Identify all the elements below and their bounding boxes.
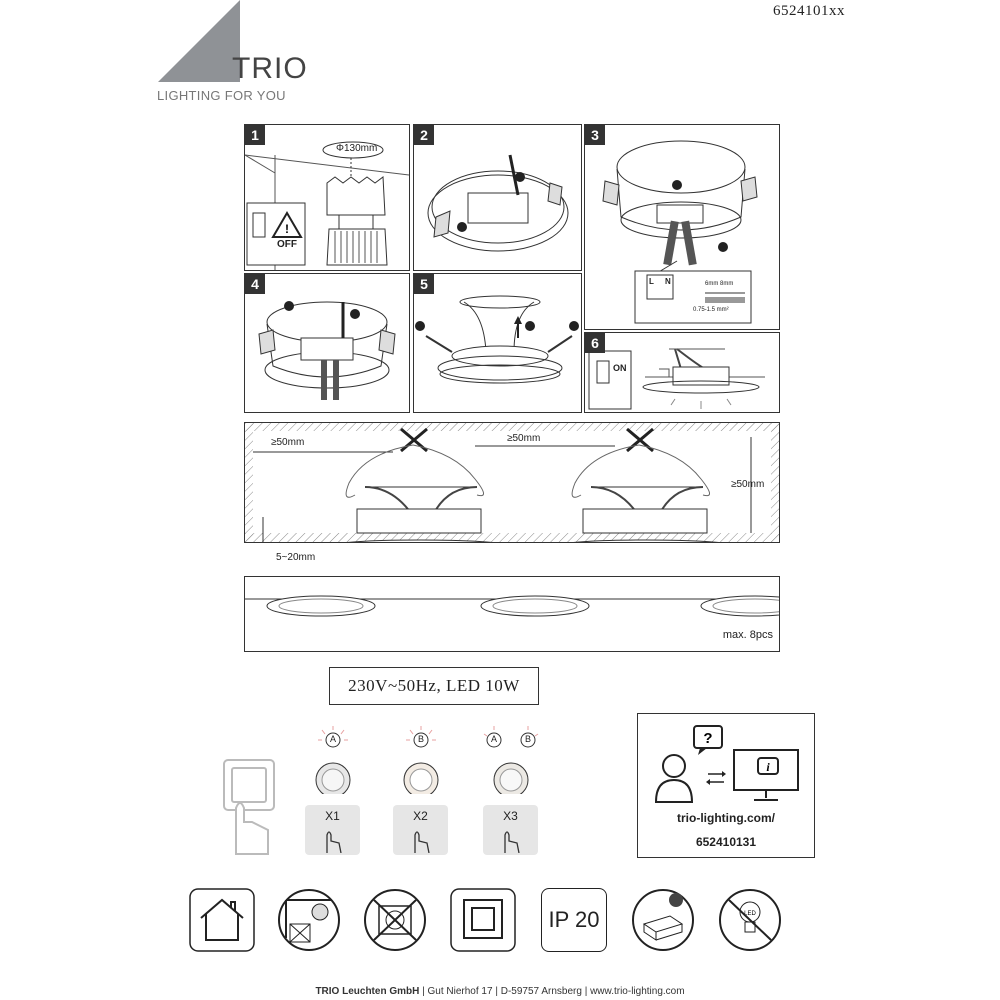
step-number: 5 <box>414 274 434 294</box>
protection-class-ii-icon <box>450 888 516 952</box>
switch-mode-3 <box>478 724 544 860</box>
wire-section-label: 0.75-1.5 mm² <box>693 307 729 313</box>
height-clearance-label: ≥50mm <box>731 479 765 490</box>
power-off-label: OFF <box>277 239 297 250</box>
footer: TRIO Leuchten GmbH | Gut Nierhof 17 | D-59757 Arnsberg | www.trio-lighting.com <box>315 986 685 997</box>
svg-text:LED: LED <box>744 911 756 917</box>
brand-logo-triangle-icon <box>158 0 242 84</box>
electrical-spec: 230V~50Hz, LED 10W <box>329 667 539 705</box>
footer-city: D-59757 Arnsberg <box>500 986 582 997</box>
clearance-diagram <box>244 422 780 543</box>
not-for-insulation-cover-icon <box>276 888 342 952</box>
finger-press-icon <box>321 827 343 853</box>
step-number: 1 <box>245 125 265 145</box>
press-twice-card <box>393 805 448 855</box>
electronic-disposal-icon <box>630 888 696 952</box>
wall-switch-press-icon <box>212 756 280 856</box>
step-2-panel <box>413 124 582 271</box>
info-url-line-2: 652410131 <box>695 835 757 849</box>
press-count-label: X3 <box>503 809 518 823</box>
power-on-label: ON <box>613 363 627 373</box>
info-url-line-1[interactable]: trio-lighting.com/ <box>677 811 775 825</box>
press-three-times-card <box>483 805 538 855</box>
svg-text:?: ? <box>703 730 713 747</box>
user-info-screen-icon <box>652 722 802 804</box>
online-info-box <box>637 713 815 858</box>
insert-luminaire-illustration <box>414 274 581 412</box>
footer-address: Gut Nierhof 17 <box>427 986 493 997</box>
led-a-label: A <box>329 734 336 744</box>
step-5-panel <box>413 273 582 413</box>
ip-rating-icon: IP 20 <box>541 888 607 952</box>
step-6-panel <box>584 332 780 413</box>
brand-tagline: LIGHTING FOR YOU <box>157 88 286 103</box>
press-count-label: X1 <box>325 809 340 823</box>
press-count-label: X2 <box>413 809 428 823</box>
switch-mode-2 <box>388 724 454 860</box>
led-b-label: B <box>524 734 531 744</box>
step-4-panel <box>244 273 410 413</box>
no-covering-icon <box>362 888 428 952</box>
svg-text:!: ! <box>285 222 289 236</box>
wire-l-label: L <box>649 277 654 286</box>
finger-press-icon <box>499 827 521 853</box>
led-b-label: B <box>417 734 424 744</box>
cutout-diameter-label: Φ130mm <box>336 143 378 154</box>
open-terminal-box-illustration <box>414 125 581 270</box>
ceiling-thickness-label: 5~20mm <box>276 552 316 563</box>
brand-name: TRIO <box>232 52 308 85</box>
svg-text:i: i <box>766 760 770 774</box>
wire-n-label: N <box>665 277 671 286</box>
strip-length-label: 6mm 8mm <box>705 281 734 287</box>
led-a-label: A <box>490 734 497 744</box>
max-pieces-label: max. 8pcs <box>722 629 773 641</box>
spacing-clearance-label: ≥50mm <box>507 433 541 444</box>
press-once-card <box>305 805 360 855</box>
step-3-panel <box>584 124 780 330</box>
document-code: 6524101xx <box>773 3 845 19</box>
footer-company: TRIO Leuchten GmbH <box>315 986 420 997</box>
footer-website[interactable]: www.trio-lighting.com <box>590 986 685 997</box>
step-number: 6 <box>585 333 605 353</box>
recessed-row-illustration <box>245 577 779 651</box>
step-1-panel <box>244 124 410 271</box>
step-number: 2 <box>414 125 434 145</box>
led-not-replaceable-icon <box>717 888 783 952</box>
max-pieces-panel <box>244 576 780 652</box>
step-number: 4 <box>245 274 265 294</box>
indoor-use-icon <box>189 888 255 952</box>
side-clearance-label: ≥50mm <box>271 437 305 448</box>
step-number: 3 <box>585 125 605 145</box>
close-terminal-box-illustration <box>245 274 409 412</box>
wiring-connection-illustration <box>585 125 779 329</box>
ceiling-cutout-illustration <box>245 125 409 270</box>
finger-press-icon <box>409 827 431 853</box>
switch-mode-1 <box>300 724 366 860</box>
